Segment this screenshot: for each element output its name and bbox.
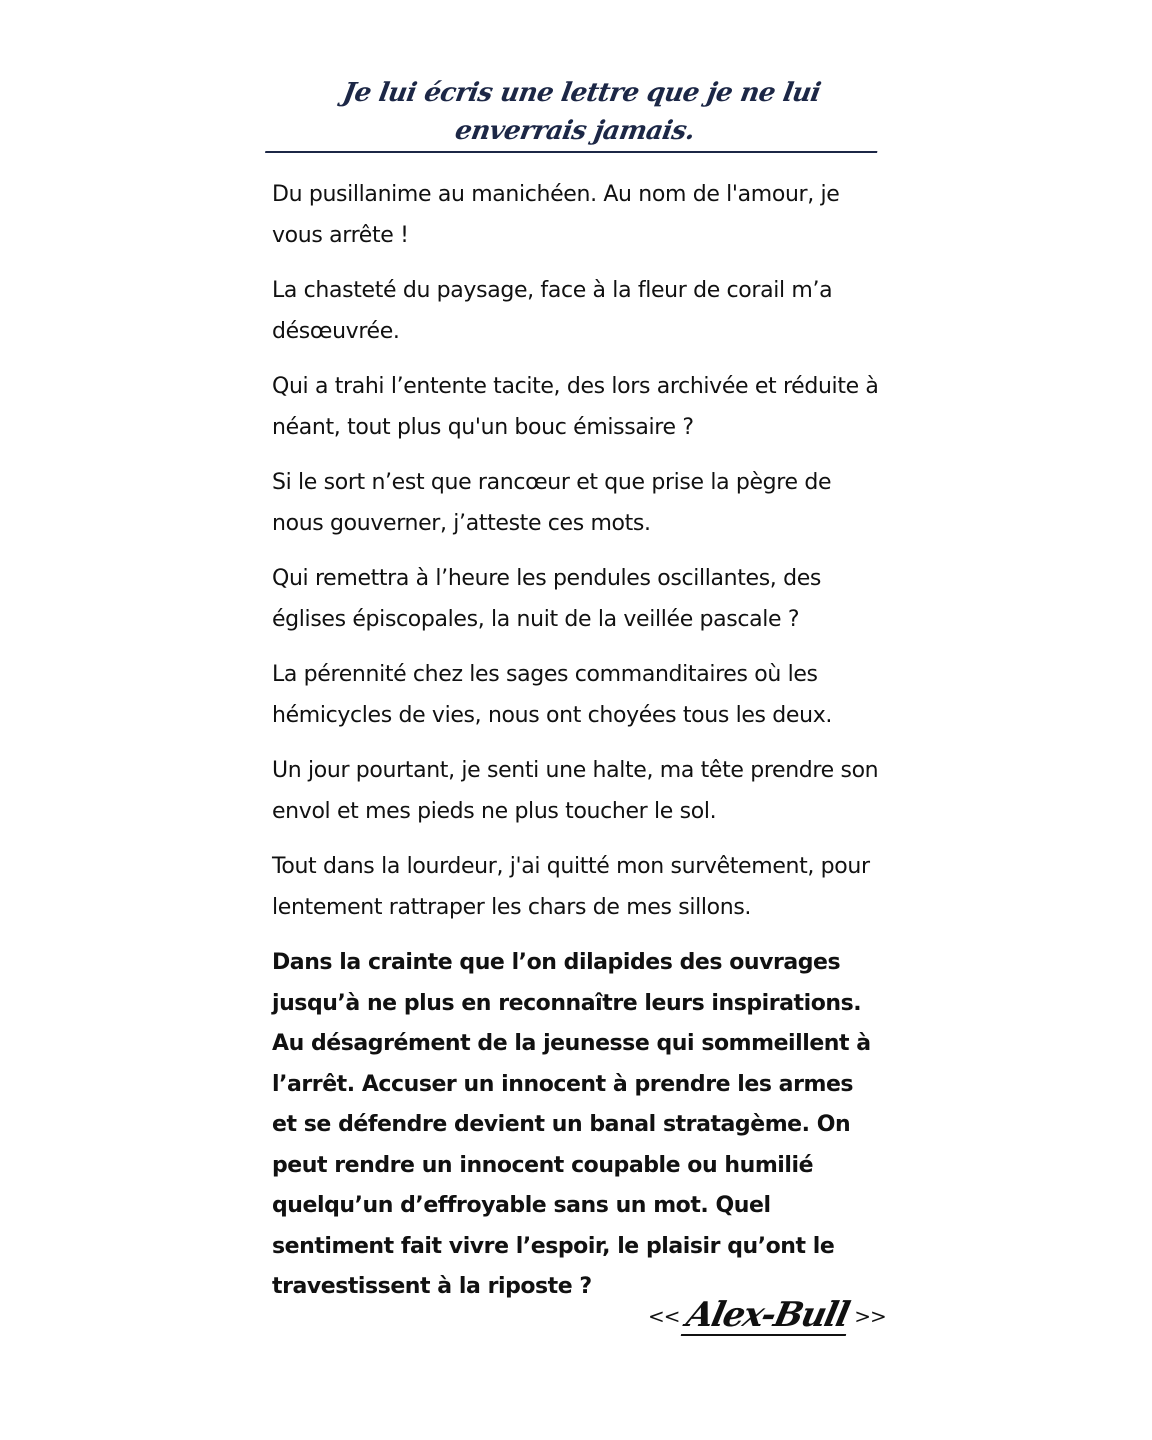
- letter-title: Je lui écris une lettre que je ne lui enverrais jamais.: [265, 74, 891, 153]
- signature-name: Alex-Bull: [680, 1296, 853, 1336]
- paragraph-5: Qui remettra à l’heure les pendules oscillantes, des églises épiscopales, la nuit de la veillée pascale ?: [272, 566, 821, 632]
- paragraph-8: Tout dans la lourdeur, j'ai quitté mon survêtement, pour lentement rattraper les chars de mes sillons.: [272, 854, 870, 920]
- bold-paragraph: Dans la crainte que l’on dilapides des ouvrages jusqu’à ne plus en reconnaître leurs inspirations. Au désagrément de la jeunesse qui sommeillent à l’arrêt. Accuser un innocent à prendre les armes et se défendre devient un banal stratagème. On peut rendre un innocent coupable ou humilié quelqu’un d’effroyable sans un mot. Quel sentiment fait vivre l’espoir, le plaisir qu’ont le travestissent à la riposte ?: [272, 950, 871, 1299]
- paragraph-7: Un jour pourtant, je senti une halte, ma tête prendre son envol et mes pieds ne plus toucher le sol.: [272, 758, 879, 824]
- letter-page: [272, 74, 884, 1323]
- paragraph-2: La chasteté du paysage, face à la fleur de corail m’a désœuvrée.: [272, 278, 833, 344]
- signature-open-bracket: <<: [648, 1304, 680, 1328]
- signature-close-bracket: >>: [854, 1304, 886, 1328]
- title-container: [272, 74, 884, 153]
- paragraph-6: La pérennité chez les sages commanditaires où les hémicycles de vies, nous ont choyées tous les deux.: [272, 662, 833, 728]
- signature-block: [648, 1296, 888, 1346]
- paragraph-3: Qui a trahi l’entente tacite, des lors archivée et réduite à néant, tout plus qu'un bouc émissaire ?: [272, 374, 879, 440]
- paragraph-1: Du pusillanime au manichéen. Au nom de l'amour, je vous arrête !: [272, 182, 840, 248]
- paragraph-4: Si le sort n’est que rancœur et que prise la pègre de nous gouverner, j’atteste ces mots.: [272, 470, 832, 536]
